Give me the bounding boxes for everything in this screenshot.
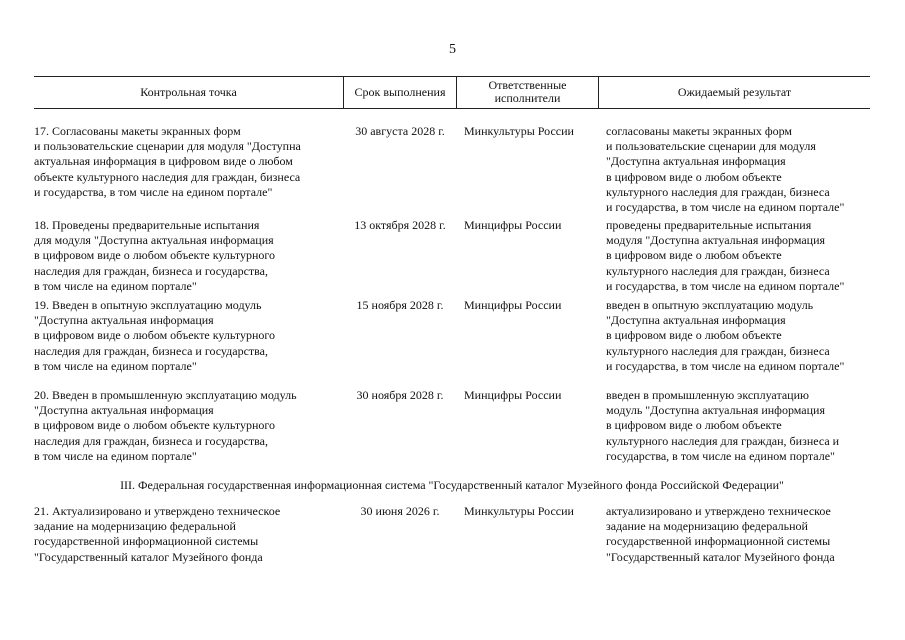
header-result: Ожидаемый результат — [677, 84, 792, 99]
row-result: проведены предварительные испытания модуля "Доступна актуальная информация в цифровом виде о любом объекте культурного наследия для граждан, бизнеса и государства, в том числе на едином портале" — [606, 218, 845, 293]
row-checkpoint: 18. Проведены предварительные испытания для модуля "Доступна актуальная информация в цифровом виде о любом объекте культурного наследия для граждан, бизнеса и государства, в том числе на едином портале" — [34, 218, 276, 293]
row-checkpoint: 19. Введен в опытную эксплуатацию модуль "Доступна актуальная информация в цифровом виде о любом объекте культурного наследия для граждан, бизнеса и государства, в том числе на едином портале" — [34, 298, 276, 373]
row-responsible: Минкультуры России — [464, 504, 574, 518]
row-responsible: Минкультуры России — [464, 124, 574, 138]
row-result: введен в промышленную эксплуатацию модуль "Доступна актуальная информация в цифровом виде о любом объекте культурного наследия для граждан, бизнеса и государства, в том числе на едином портале" — [606, 388, 840, 463]
header-responsible: Ответственные исполнители — [488, 78, 567, 105]
row-deadline: 30 ноября 2028 г. — [356, 388, 444, 402]
row-responsible: Минцифры России — [464, 298, 562, 312]
row-checkpoint: 21. Актуализировано и утверждено техническое задание на модернизацию федеральной государственной информационной системы "Государственный каталог Музейного фонда — [34, 504, 281, 564]
row-deadline: 13 октября 2028 г. — [354, 218, 446, 232]
row-checkpoint: 20. Введен в промышленную эксплуатацию модуль "Доступна актуальная информация в цифровом виде о любом объекте культурного наследия для граждан, бизнеса и государства, в том числе на едином портале" — [34, 388, 297, 463]
header-deadline: Срок выполнения — [354, 84, 446, 99]
header-bottom-border — [34, 108, 870, 109]
row-result: введен в опытную эксплуатацию модуль "Доступна актуальная информация в цифровом виде о любом объекте культурного наследия для граждан, бизнеса и государства, в том числе на едином портале" — [606, 298, 845, 373]
row-deadline: 15 ноября 2028 г. — [356, 298, 444, 312]
row-responsible: Минцифры России — [464, 388, 562, 402]
row-deadline: 30 августа 2028 г. — [355, 124, 445, 138]
row-result: согласованы макеты экранных форм и пользовательские сценарии для модуля "Доступна актуальная информация в цифровом виде о любом объекте культурного наследия для граждан, бизнеса и государства, в том числе на едином портале" — [606, 124, 845, 215]
row-result: актуализировано и утверждено техническое задание на модернизацию федеральной государственной информационной системы "Государственный каталог Музейного фонда — [606, 504, 835, 564]
row-checkpoint: 17. Согласованы макеты экранных форм и пользовательские сценарии для модуля "Доступна актуальная информация в цифровом виде о любом объекте культурного наследия для граждан, бизнеса и государства, в том числе на едином портале" — [34, 124, 301, 199]
header-checkpoint: Контрольная точка — [140, 84, 237, 99]
page-number: 5 — [449, 42, 456, 57]
row-deadline: 30 июня 2026 г. — [360, 504, 440, 518]
section-title: III. Федеральная государственная информационная система "Государственный каталог Музейного фонда Российской Федерации" — [120, 478, 784, 492]
row-responsible: Минцифры России — [464, 218, 562, 232]
